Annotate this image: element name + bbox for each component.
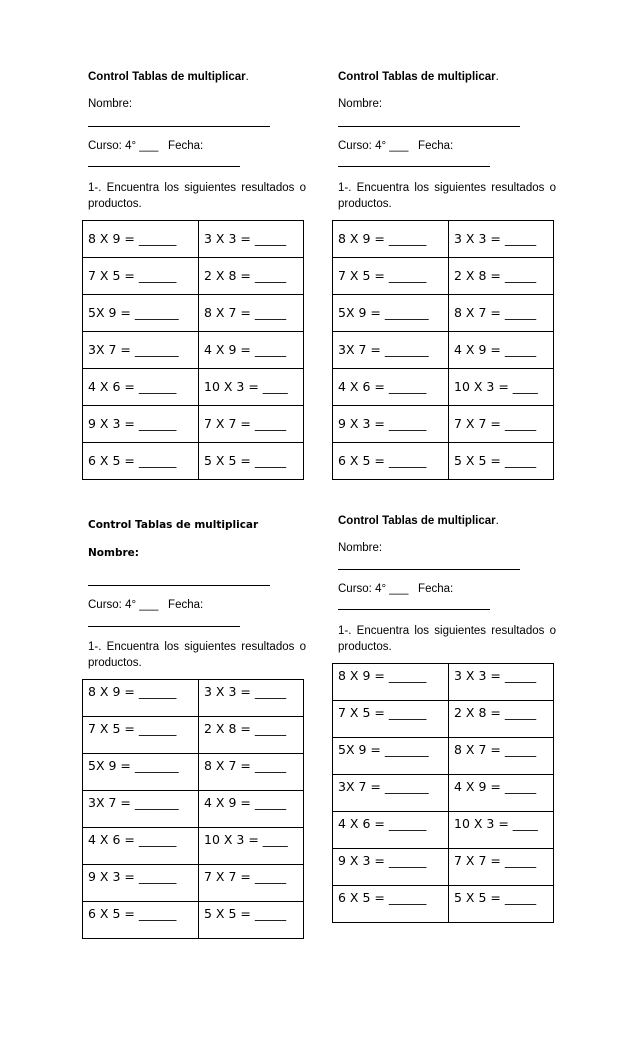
exercise-cell[interactable]: 7 X 5 = ______ [83,258,199,295]
exercise-cell[interactable]: 10 X 3 = ____ [199,828,304,865]
instruction-text: 1-. Encuentra los siguientes resultados o productos. [338,625,556,653]
exercise-cell[interactable]: 4 X 9 = _____ [199,791,304,828]
exercise-cell[interactable]: 7 X 5 = ______ [83,717,199,754]
table-row [83,369,304,406]
table-row [83,443,304,480]
fecha-answer-line[interactable] [88,166,240,167]
table-row [333,664,554,701]
nombre-label: Nombre: [338,542,383,554]
exercise-cell[interactable]: 6 X 5 = ______ [83,902,199,939]
nombre-answer-line[interactable] [88,585,270,586]
exercise-cell[interactable]: 8 X 7 = _____ [449,295,554,332]
exercise-cell[interactable]: 4 X 6 = ______ [83,828,199,865]
exercise-cell[interactable]: 9 X 3 = ______ [333,849,449,886]
multiplication-table [82,679,304,939]
nombre-label: Nombre: [88,547,139,559]
exercise-cell[interactable]: 8 X 9 = ______ [333,664,449,701]
table-row [333,701,554,738]
fecha-answer-line[interactable] [338,609,490,610]
exercise-cell[interactable]: 2 X 8 = _____ [199,258,304,295]
fecha-label: Fecha: [168,140,204,152]
multiplication-table [332,220,554,480]
exercise-cell[interactable]: 3X 7 = _______ [83,791,199,828]
table-row [83,680,304,717]
exercise-cell[interactable]: 7 X 7 = _____ [449,406,554,443]
exercise-cell[interactable]: 3X 7 = _______ [83,332,199,369]
exercise-cell[interactable]: 5 X 5 = _____ [199,443,304,480]
table-row [333,406,554,443]
exercise-cell[interactable]: 4 X 6 = ______ [333,812,449,849]
table-row [333,849,554,886]
fecha-label: Fecha: [418,583,454,595]
exercise-cell[interactable]: 3X 7 = _______ [333,332,449,369]
exercise-cell[interactable]: 7 X 5 = ______ [333,258,449,295]
exercise-cell[interactable]: 3 X 3 = _____ [199,221,304,258]
exercise-cell[interactable]: 5X 9 = _______ [333,738,449,775]
table-row [83,258,304,295]
curso-fecha-line [338,140,453,152]
curso-blank[interactable]: ___ [389,140,409,152]
table-row [83,332,304,369]
table-row [333,369,554,406]
card-title: Control Tablas de multiplicar. [88,71,249,83]
exercise-cell[interactable]: 8 X 7 = _____ [199,754,304,791]
nombre-label: Nombre: [88,98,133,110]
exercise-cell[interactable]: 9 X 3 = ______ [83,406,199,443]
exercise-cell[interactable]: 2 X 8 = _____ [199,717,304,754]
curso-fecha-line [338,583,453,595]
exercise-cell[interactable]: 10 X 3 = ____ [199,369,304,406]
nombre-answer-line[interactable] [338,126,520,127]
fecha-answer-line[interactable] [338,166,490,167]
table-row [333,738,554,775]
exercise-cell[interactable]: 5 X 5 = _____ [449,886,554,923]
exercise-cell[interactable]: 3 X 3 = _____ [449,221,554,258]
exercise-cell[interactable]: 9 X 3 = ______ [83,865,199,902]
curso-label: Curso: 4° [88,599,137,611]
card-title: Control Tablas de multiplicar. [338,515,499,527]
exercise-cell[interactable]: 6 X 5 = ______ [333,886,449,923]
table-row [333,886,554,923]
multiplication-table [82,220,304,480]
curso-fecha-line [88,140,203,152]
table-row [333,258,554,295]
curso-label: Curso: 4° [88,140,137,152]
exercise-cell[interactable]: 5X 9 = _______ [333,295,449,332]
nombre-answer-line[interactable] [88,126,270,127]
exercise-cell[interactable]: 5 X 5 = _____ [199,902,304,939]
instruction-text: 1-. Encuentra los siguientes resultados o productos. [88,641,306,669]
nombre-answer-line[interactable] [338,569,520,570]
table-row [83,717,304,754]
curso-blank[interactable]: ___ [139,140,159,152]
table-row [83,295,304,332]
instruction-text: 1-. Encuentra los siguientes resultados o productos. [88,182,306,210]
multiplication-table [332,663,554,923]
exercise-cell[interactable]: 10 X 3 = ____ [449,812,554,849]
exercise-cell[interactable]: 8 X 9 = ______ [333,221,449,258]
table-row [83,221,304,258]
curso-blank[interactable]: ___ [389,583,409,595]
fecha-answer-line[interactable] [88,626,240,627]
exercise-cell[interactable]: 3 X 3 = _____ [199,680,304,717]
table-row [333,775,554,812]
exercise-cell[interactable]: 7 X 7 = _____ [199,406,304,443]
exercise-cell[interactable]: 2 X 8 = _____ [449,701,554,738]
exercise-cell[interactable]: 7 X 7 = _____ [449,849,554,886]
table-row [333,295,554,332]
exercise-cell[interactable]: 10 X 3 = ____ [449,369,554,406]
curso-label: Curso: 4° [338,140,387,152]
card-title: Control Tablas de multiplicar. [338,71,499,83]
exercise-cell[interactable]: 8 X 7 = _____ [199,295,304,332]
exercise-cell[interactable]: 6 X 5 = ______ [333,443,449,480]
exercise-cell[interactable]: 3X 7 = _______ [333,775,449,812]
exercise-cell[interactable]: 9 X 3 = ______ [333,406,449,443]
exercise-cell[interactable]: 4 X 6 = ______ [333,369,449,406]
exercise-cell[interactable]: 3 X 3 = _____ [449,664,554,701]
curso-blank[interactable]: ___ [139,599,159,611]
exercise-cell[interactable]: 7 X 5 = ______ [333,701,449,738]
exercise-cell[interactable]: 4 X 9 = _____ [449,775,554,812]
curso-label: Curso: 4° [338,583,387,595]
exercise-cell[interactable]: 5 X 5 = _____ [449,443,554,480]
instruction-text: 1-. Encuentra los siguientes resultados o productos. [338,182,556,210]
table-row [83,791,304,828]
table-row [333,812,554,849]
fecha-label: Fecha: [168,599,204,611]
fecha-label: Fecha: [418,140,454,152]
table-row [83,828,304,865]
exercise-cell[interactable]: 4 X 9 = _____ [449,332,554,369]
exercise-cell[interactable]: 5X 9 = _______ [83,295,199,332]
table-row [83,902,304,939]
exercise-cell[interactable]: 8 X 9 = ______ [83,221,199,258]
exercise-cell[interactable]: 6 X 5 = ______ [83,443,199,480]
table-row [83,754,304,791]
exercise-cell[interactable]: 5X 9 = _______ [83,754,199,791]
table-row [333,332,554,369]
curso-fecha-line [88,599,203,611]
exercise-cell[interactable]: 4 X 6 = ______ [83,369,199,406]
nombre-label: Nombre: [338,98,383,110]
exercise-cell[interactable]: 2 X 8 = _____ [449,258,554,295]
exercise-cell[interactable]: 8 X 9 = ______ [83,680,199,717]
exercise-cell[interactable]: 7 X 7 = _____ [199,865,304,902]
table-row [83,865,304,902]
table-row [83,406,304,443]
exercise-cell[interactable]: 8 X 7 = _____ [449,738,554,775]
card-title: Control Tablas de multiplicar [88,519,259,531]
table-row [333,443,554,480]
table-row [333,221,554,258]
exercise-cell[interactable]: 4 X 9 = _____ [199,332,304,369]
